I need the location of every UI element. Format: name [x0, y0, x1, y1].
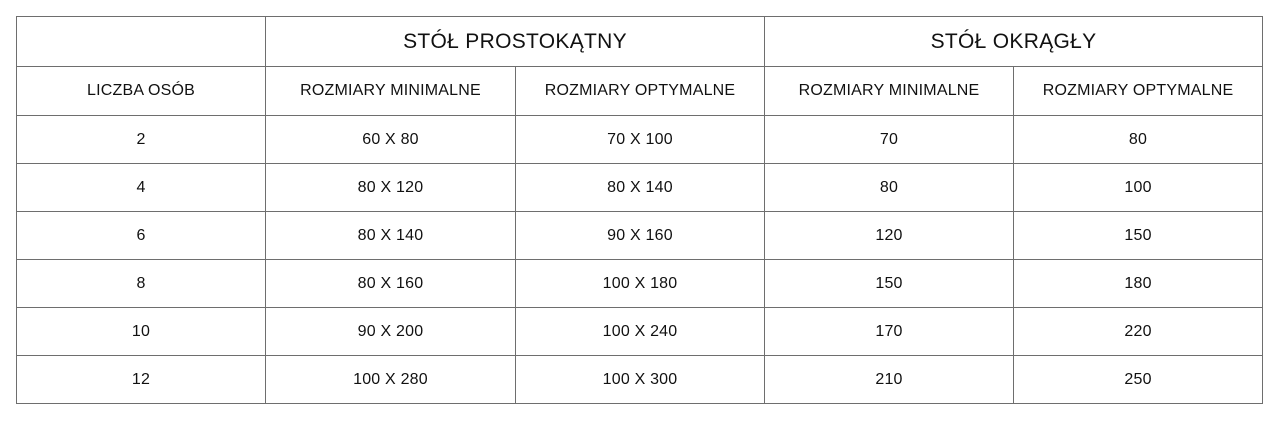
- cell-rect-opt: 80 X 140: [516, 164, 765, 212]
- cell-people: 8: [17, 260, 266, 308]
- cell-rect-min: 100 X 280: [266, 356, 516, 404]
- group-round-table: STÓŁ OKRĄGŁY: [765, 17, 1263, 67]
- cell-people: 12: [17, 356, 266, 404]
- table-row: [17, 356, 1263, 404]
- cell-round-min: 170: [765, 308, 1014, 356]
- cell-round-min: 210: [765, 356, 1014, 404]
- table-row: [17, 212, 1263, 260]
- table-sizes: [16, 16, 1263, 404]
- table-row: [17, 164, 1263, 212]
- cell-rect-opt: 100 X 180: [516, 260, 765, 308]
- table-row: [17, 116, 1263, 164]
- cell-people: 6: [17, 212, 266, 260]
- header-people: LICZBA OSÓB: [17, 67, 266, 116]
- cell-round-opt: 80: [1014, 116, 1263, 164]
- cell-rect-min: 90 X 200: [266, 308, 516, 356]
- cell-people: 2: [17, 116, 266, 164]
- cell-rect-min: 80 X 140: [266, 212, 516, 260]
- cell-round-opt: 250: [1014, 356, 1263, 404]
- cell-rect-min: 80 X 120: [266, 164, 516, 212]
- header-round-min: ROZMIARY MINIMALNE: [765, 67, 1014, 116]
- cell-round-min: 70: [765, 116, 1014, 164]
- cell-round-opt: 180: [1014, 260, 1263, 308]
- cell-round-opt: 150: [1014, 212, 1263, 260]
- table-row: [17, 260, 1263, 308]
- cell-rect-min: 80 X 160: [266, 260, 516, 308]
- cell-rect-opt: 90 X 160: [516, 212, 765, 260]
- cell-round-opt: 220: [1014, 308, 1263, 356]
- group-rectangular-table: STÓŁ PROSTOKĄTNY: [266, 17, 765, 67]
- cell-round-min: 150: [765, 260, 1014, 308]
- cell-rect-min: 60 X 80: [266, 116, 516, 164]
- corner-cell: [17, 17, 266, 67]
- table-row: [17, 308, 1263, 356]
- cell-people: 4: [17, 164, 266, 212]
- cell-people: 10: [17, 308, 266, 356]
- header-rect-opt: ROZMIARY OPTYMALNE: [516, 67, 765, 116]
- cell-round-min: 120: [765, 212, 1014, 260]
- cell-rect-opt: 70 X 100: [516, 116, 765, 164]
- cell-rect-opt: 100 X 300: [516, 356, 765, 404]
- column-header-row: [17, 67, 1263, 116]
- header-rect-min: ROZMIARY MINIMALNE: [266, 67, 516, 116]
- table-sizes-container: [16, 16, 1262, 404]
- cell-round-min: 80: [765, 164, 1014, 212]
- header-round-opt: ROZMIARY OPTYMALNE: [1014, 67, 1263, 116]
- group-header-row: [17, 17, 1263, 67]
- cell-rect-opt: 100 X 240: [516, 308, 765, 356]
- cell-round-opt: 100: [1014, 164, 1263, 212]
